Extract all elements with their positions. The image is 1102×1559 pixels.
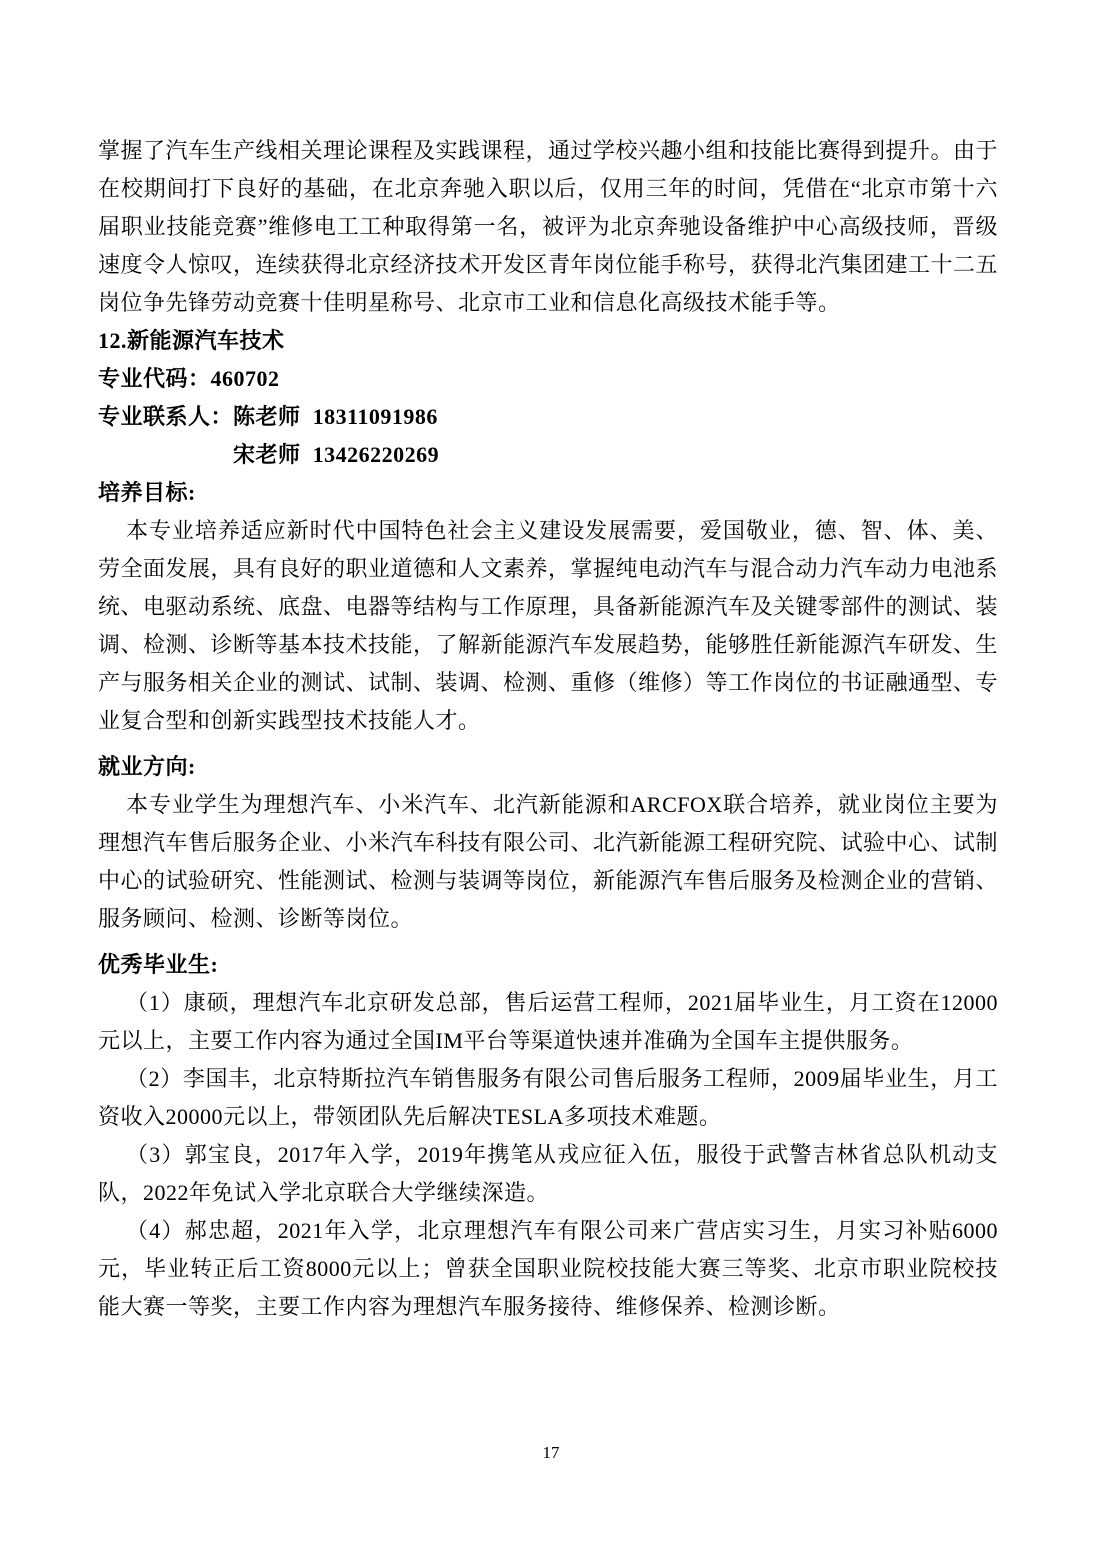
graduate-item	[98, 984, 998, 1060]
program-code-line	[98, 360, 998, 398]
program-code-value: 460702	[210, 366, 280, 391]
employment-body: 本专业学生为理想汽车、小米汽车、北汽新能源和ARCFOX联合培养，就业岗位主要为理想汽车售后服务企业、小米汽车科技有限公司、北汽新能源工程研究院、试验中心、试制中心的试验研究、性能测试、检测与装调等岗位，新能源汽车售后服务及检测企业的营销、服务顾问、检测、诊断等岗位。	[98, 792, 999, 931]
intro-paragraph: 掌握了汽车生产线相关理论课程及实践课程，通过学校兴趣小组和技能比赛得到提升。由于在校期间打下良好的基础，在北京奔驰入职以后，仅用三年的时间，凭借在“北京市第十六届职业技能竞赛”维修电工工种取得第一名，被评为北京奔驰设备维护中心高级技师，晋级速度令人惊叹，连续获得北京经济技术开发区青年岗位能手称号，获得北汽集团建工十二五岗位争先锋劳动竞赛十佳明星称号、北京市工业和信息化高级技术能手等。	[98, 138, 999, 315]
training-goal-heading: 培养目标:	[98, 480, 196, 505]
graduate-item-no: （2）	[126, 1066, 183, 1091]
contact-row	[98, 436, 998, 474]
graduate-item-no: （4）	[126, 1218, 185, 1243]
program-code-label: 专业代码：	[98, 366, 211, 391]
graduate-item-no: （3）	[126, 1142, 185, 1167]
program-title: 12.新能源汽车技术	[98, 328, 285, 353]
contact-label: 专业联系人：	[98, 404, 234, 429]
contact-block	[98, 398, 998, 474]
section-graduates	[98, 946, 998, 1326]
graduate-item-text: 郝忠超，2021年入学，北京理想汽车有限公司来广营店实习生，月实习补贴6000元，毕业转正后工资8000元以上；曾获全国职业院校技能大赛三等奖、北京市职业院校技能大赛一等奖，主要工作内容为理想汽车服务接待、维修保养、检测诊断。	[98, 1218, 998, 1319]
graduate-item-no: （1）	[126, 990, 184, 1015]
contact-name: 宋老师	[233, 442, 301, 467]
section-training-goal	[98, 474, 998, 740]
employment-heading: 就业方向:	[98, 754, 196, 779]
graduate-item-text: 郭宝良，2017年入学，2019年携笔从戎应征入伍，服役于武警吉林省总队机动支队，2022年免试入学北京联合大学继续深造。	[98, 1142, 998, 1205]
contact-phone: 13426220269	[312, 442, 440, 467]
section-employment	[98, 748, 998, 938]
graduate-item-text: 康硕，理想汽车北京研发总部，售后运营工程师，2021届毕业生，月工资在12000元以上，主要工作内容为通过全国IM平台等渠道快速并准确为全国车主提供服务。	[98, 990, 998, 1053]
page-number: 17	[542, 1443, 560, 1462]
contact-name: 陈老师	[233, 404, 301, 429]
training-goal-body: 本专业培养适应新时代中国特色社会主义建设发展需要，爱国敬业，德、智、体、美、劳全面发展，具有良好的职业道德和人文素养，掌握纯电动汽车与混合动力汽车动力电池系统、电驱动系统、底盘、电器等结构与工作原理，具备新能源汽车及关键零部件的测试、装调、检测、诊断等基本技术技能，了解新能源汽车发展趋势，能够胜任新能源汽车研发、生产与服务相关企业的测试、试制、装调、检测、重修（维修）等工作岗位的书证融通型、专业复合型和创新实践型技术技能人才。	[98, 518, 999, 733]
graduates-heading: 优秀毕业生:	[98, 952, 219, 977]
contact-row	[98, 398, 998, 436]
contact-phone: 18311091986	[312, 404, 438, 429]
graduate-item	[98, 1136, 998, 1212]
graduate-item	[98, 1212, 998, 1326]
graduate-item-text: 李国丰，北京特斯拉汽车销售服务有限公司售后服务工程师，2009届毕业生，月工资收入20000元以上，带领团队先后解决TESLA多项技术难题。	[98, 1066, 998, 1129]
graduate-item	[98, 1060, 998, 1136]
